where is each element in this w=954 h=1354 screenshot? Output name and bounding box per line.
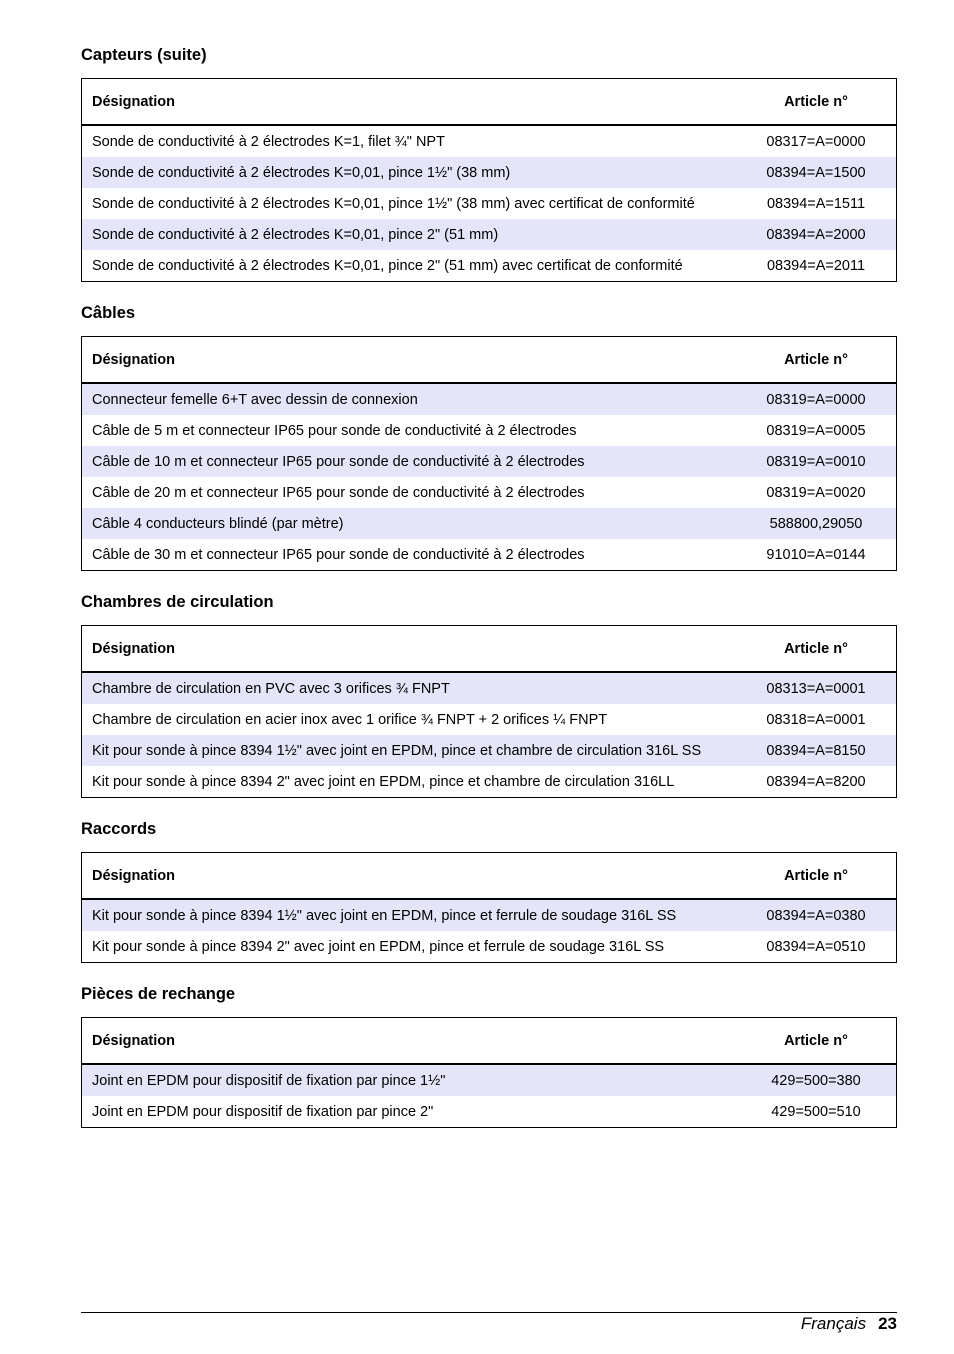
table-row [82, 477, 897, 508]
designation-cell: Câble de 30 m et connecteur IP65 pour sonde de conductivité à 2 électrodes [92, 547, 585, 563]
designation-cell: Joint en EPDM pour dispositif de fixation par pince 2" [92, 1104, 434, 1120]
table-row [82, 899, 897, 931]
designation-cell: Sonde de conductivité à 2 électrodes K=0,01, pince 2" (51 mm) [82, 219, 737, 250]
designation-cell: Connecteur femelle 6+T avec dessin de connexion [82, 383, 737, 415]
page-footer [81, 1312, 897, 1334]
article-cell: 08319=A=0020 [766, 485, 866, 501]
designation-cell: Sonde de conductivité à 2 électrodes K=0,01, pince 1½" (38 mm) avec certificat de conformité [92, 196, 695, 212]
table-header-row [82, 79, 897, 126]
table-row [82, 383, 897, 415]
article-cell: 08394=A=2000 [736, 219, 897, 250]
designation-cell: Câble de 20 m et connecteur IP65 pour sonde de conductivité à 2 électrodes [92, 485, 585, 501]
table-cables [81, 336, 897, 571]
table-row [82, 539, 897, 571]
designation-cell: Kit pour sonde à pince 8394 2" avec joint en EPDM, pince et chambre de circulation 316LL [92, 774, 675, 790]
table-header-row [82, 626, 897, 673]
designation-cell: Câble de 5 m et connecteur IP65 pour sonde de conductivité à 2 électrodes [92, 423, 577, 439]
designation-cell: Joint en EPDM pour dispositif de fixation par pince 1½" [82, 1064, 737, 1096]
designation-cell: Kit pour sonde à pince 8394 2" avec joint en EPDM, pince et ferrule de soudage 316L SS [92, 939, 665, 955]
column-header-article: Article n° [736, 337, 897, 384]
designation-cell: Chambre de circulation en acier inox avec 1 orifice ¾ FNPT + 2 orifices ¼ FNPT [92, 712, 608, 728]
section-title-raccords: Raccords [81, 820, 157, 838]
table-row [82, 157, 897, 188]
section-title-cables: Câbles [81, 304, 136, 322]
designation-cell: Kit pour sonde à pince 8394 1½" avec joint en EPDM, pince et ferrule de soudage 316L SS [82, 899, 737, 931]
table-row [82, 446, 897, 477]
designation-cell: Câble de 10 m et connecteur IP65 pour sonde de conductivité à 2 électrodes [82, 446, 737, 477]
page-content [81, 44, 897, 1128]
footer-language: Français [800, 1314, 867, 1333]
column-header-article: Article n° [736, 79, 897, 126]
table-chambres [81, 625, 897, 798]
article-cell: 08319=A=0000 [736, 383, 897, 415]
table-row [82, 1096, 897, 1128]
article-cell: 08319=A=0005 [766, 423, 866, 439]
column-header-designation: Désignation [82, 337, 737, 384]
designation-cell: Kit pour sonde à pince 8394 1½" avec joint en EPDM, pince et chambre de circulation 316L SS [82, 735, 737, 766]
table-row [82, 735, 897, 766]
table-row [82, 931, 897, 963]
table-header-row [82, 853, 897, 900]
article-cell: 08394=A=2011 [766, 258, 866, 274]
article-cell: 588800,29050 [736, 508, 897, 539]
article-cell: 08319=A=0010 [736, 446, 897, 477]
table-raccords [81, 852, 897, 963]
article-cell: 08394=A=0510 [766, 939, 866, 955]
designation-cell: Sonde de conductivité à 2 électrodes K=1, filet ¾" NPT [92, 134, 445, 150]
table-row [82, 508, 897, 539]
table-row [82, 125, 897, 157]
table-row [82, 1064, 897, 1096]
page-number: 23 [878, 1314, 897, 1333]
column-header-article: Article n° [736, 626, 897, 673]
section-title-capteurs: Capteurs (suite) [81, 46, 207, 64]
table-capteurs [81, 78, 897, 282]
table-header-row [82, 1018, 897, 1065]
column-header-article: Article n° [736, 853, 897, 900]
article-cell: 08394=A=1500 [736, 157, 897, 188]
article-cell: 08313=A=0001 [736, 672, 897, 704]
article-cell: 91010=A=0144 [766, 547, 866, 563]
column-header-designation: Désignation [82, 853, 737, 900]
article-cell: 429=500=510 [771, 1104, 861, 1120]
column-header-designation: Désignation [82, 626, 737, 673]
table-row [82, 672, 897, 704]
section-title-pieces: Pièces de rechange [81, 985, 236, 1003]
article-cell: 08317=A=0000 [766, 134, 866, 150]
table-row [82, 188, 897, 219]
designation-cell: Câble 4 conducteurs blindé (par mètre) [82, 508, 737, 539]
designation-cell: Sonde de conductivité à 2 électrodes K=0,01, pince 2" (51 mm) avec certificat de conformité [92, 258, 683, 274]
table-row [82, 250, 897, 282]
designation-cell: Sonde de conductivité à 2 électrodes K=0,01, pince 1½" (38 mm) [82, 157, 737, 188]
section-title-chambres: Chambres de circulation [81, 593, 274, 611]
column-header-designation: Désignation [82, 1018, 737, 1065]
article-cell: 429=500=380 [736, 1064, 897, 1096]
designation-cell: Chambre de circulation en PVC avec 3 orifices ¾ FNPT [82, 672, 737, 704]
column-header-designation: Désignation [82, 79, 737, 126]
table-row [82, 704, 897, 735]
article-cell: 08394=A=1511 [766, 196, 866, 212]
table-row [82, 219, 897, 250]
table-pieces [81, 1017, 897, 1128]
table-row [82, 766, 897, 798]
article-cell: 08318=A=0001 [766, 712, 866, 728]
column-header-article: Article n° [736, 1018, 897, 1065]
article-cell: 08394=A=0380 [736, 899, 897, 931]
article-cell: 08394=A=8150 [736, 735, 897, 766]
table-header-row [82, 337, 897, 384]
table-row [82, 415, 897, 446]
article-cell: 08394=A=8200 [766, 774, 866, 790]
